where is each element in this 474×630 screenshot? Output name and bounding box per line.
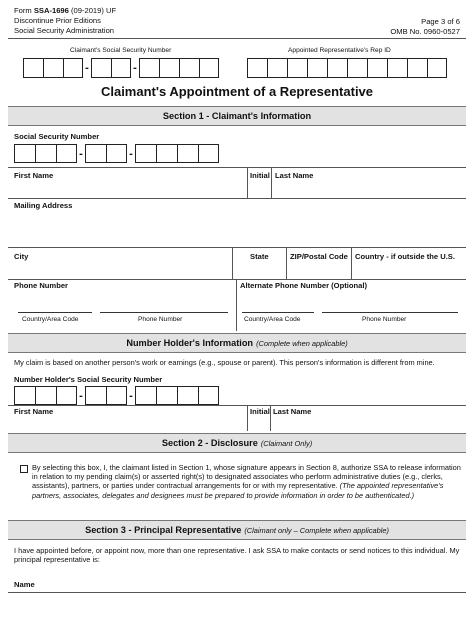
phone-area-code-caption: Country/Area Code	[22, 316, 79, 323]
alt-phone-label: Alternate Phone Number (Optional)	[240, 281, 367, 290]
phone-number-input[interactable]	[100, 312, 228, 313]
holder-text: My claim is based on another person's work or earnings (e.g., spouse or parent). This person's information is different from mine.	[14, 358, 435, 367]
page-title: Claimant's Appointment of a Representative	[100, 84, 374, 99]
holder-last-name-input[interactable]	[272, 416, 465, 430]
form-number: SSA-1696	[33, 6, 69, 15]
initial-label: Initial	[250, 171, 270, 180]
omb-number: OMB No. 0960-0527	[390, 27, 460, 36]
page-label: Page 3 of 6	[421, 17, 460, 26]
holder-header	[8, 333, 466, 353]
section3-note: (Claimant only – Complete when applicable)	[244, 525, 389, 535]
holder-first-name-input[interactable]	[10, 416, 246, 430]
alt-phone-area-code-input[interactable]	[242, 312, 314, 313]
claimant-ssn-header-label: Claimant's Social Security Number	[70, 47, 172, 54]
first-name-input[interactable]	[10, 180, 246, 197]
first-name-label: First Name	[14, 171, 54, 180]
holder-initial-label: Initial	[250, 407, 270, 416]
section1-title: Section 1 - Claimant's Information	[162, 111, 312, 121]
holder-initial-input[interactable]	[249, 416, 269, 430]
section3-header	[8, 520, 466, 540]
disclosure-text-italic: (The appointed representative's partners, associates, delegates and designees must be prepared to provide information in order to be authenticated.)	[32, 481, 444, 500]
rep-id-header-label: Appointed Representative's Rep ID	[288, 47, 391, 54]
alt-phone-number-input[interactable]	[322, 312, 458, 313]
last-name-label: Last Name	[275, 171, 314, 180]
mailing-address-input[interactable]	[10, 211, 465, 246]
disclosure-checkbox[interactable]	[20, 465, 28, 473]
form-prefix: Form	[14, 6, 34, 15]
section2-header	[8, 433, 466, 453]
holder-last-name-label: Last Name	[273, 407, 312, 416]
holder-title: Number Holder's Information	[126, 338, 254, 348]
section3-title: Section 3 - Principal Representative	[85, 525, 242, 535]
state-label: State	[250, 252, 269, 261]
phone-area-code-input[interactable]	[18, 312, 92, 313]
city-label: City	[14, 252, 29, 261]
header-claimant-ssn[interactable]: - -	[23, 58, 219, 78]
section1-header	[8, 106, 466, 126]
zip-input[interactable]	[288, 262, 350, 278]
holder-note: (Complete when applicable)	[256, 338, 348, 348]
agency-name: Social Security Administration	[14, 26, 115, 35]
holder-ssn-label: Number Holder's Social Security Number	[14, 375, 163, 384]
ssn-label: Social Security Number	[14, 132, 100, 141]
form-suffix: (09-2019) UF	[68, 6, 117, 15]
state-input[interactable]	[234, 262, 285, 278]
phone-label: Phone Number	[14, 281, 69, 290]
form-id	[14, 6, 116, 15]
phone-number-caption: Phone Number	[138, 316, 183, 323]
alt-phone-area-code-caption: Country/Area Code	[244, 316, 301, 323]
discontinue-note: Discontinue Prior Editions	[14, 16, 101, 25]
header-rep-id[interactable]	[247, 58, 447, 78]
section3-text: I have appointed before, or appoint now, more than one representative. I ask SSA to make contacts or send notices to this individual. My principal representative is:	[14, 546, 460, 565]
zip-label: ZIP/Postal Code	[290, 252, 348, 261]
principal-name-input[interactable]	[10, 593, 465, 621]
country-label: Country - if outside the U.S.	[355, 252, 455, 261]
country-input[interactable]	[353, 262, 465, 278]
disclosure-text	[32, 463, 462, 500]
holder-ssn-input[interactable]: - -	[14, 386, 219, 405]
section2-title: Section 2 - Disclosure	[161, 438, 258, 448]
header-divider	[8, 38, 466, 39]
principal-name-label: Name	[14, 580, 35, 589]
initial-input[interactable]	[249, 180, 270, 197]
claimant-ssn-input[interactable]: - -	[14, 144, 219, 163]
mailing-address-label: Mailing Address	[14, 201, 73, 210]
city-input[interactable]	[10, 262, 230, 278]
last-name-input[interactable]	[273, 180, 465, 197]
disclosure-text-plain: By selecting this box, I, the claimant listed in Section 1, whose signature appears in Section 8, authorize SSA to release information in relation to my pending claim(s) or asserted right(s) to designated associates who perform administrative duties (e.g., clerks, assistants), partners, or parties under contractual arrangements for or with my representative.	[32, 463, 461, 491]
alt-phone-number-caption: Phone Number	[362, 316, 407, 323]
holder-first-name-label: First Name	[14, 407, 54, 416]
section2-note: (Claimant Only)	[260, 438, 313, 448]
